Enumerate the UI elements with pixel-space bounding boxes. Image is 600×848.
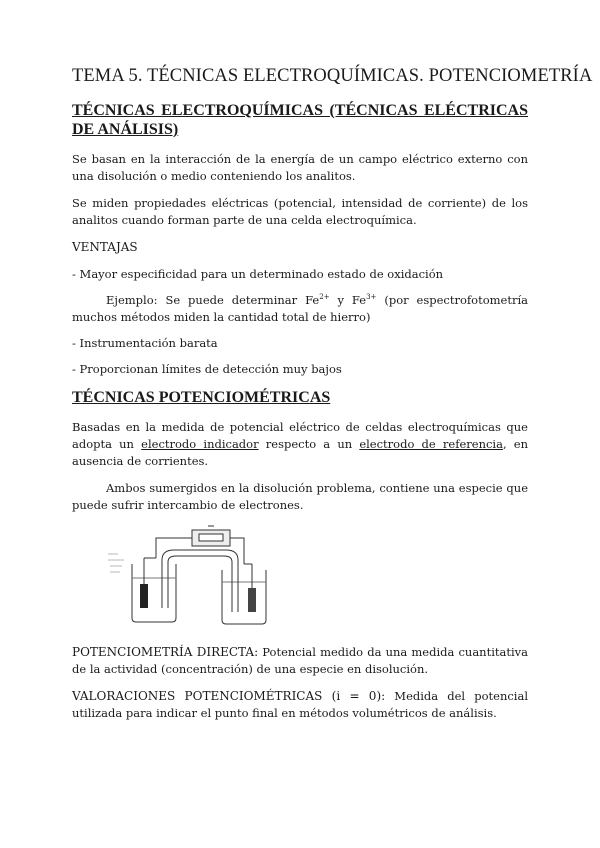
- example-text-end: (por espectrofotometría muchos métodos miden la cantidad total de hierro): [72, 293, 528, 324]
- directa-text: Potencial medido da una medida cuantitativa de la actividad (concentración) de una especie en disolución.: [72, 645, 529, 676]
- section-heading-potenciometricas: TÉCNICAS POTENCIOMÉTRICAS: [72, 389, 331, 406]
- paragraph-electrodos: [72, 419, 528, 470]
- electrodo-referencia-term: electrodo de referencia: [359, 437, 503, 451]
- ventajas-label: VENTAJAS: [72, 240, 138, 254]
- fe3-charge: 3+: [366, 293, 377, 301]
- section-heading-electroquimicas: TÉCNICAS ELECTROQUÍMICAS (TÉCNICAS ELÉCTRICAS DE ANÁLISIS): [72, 102, 528, 138]
- electrodos-text-start: Basadas en la medida de potencial eléctrico de celdas electroquímicas que adopta un: [72, 420, 528, 451]
- example-hierro: [72, 292, 528, 326]
- paragraph-disolucion-problema: Ambos sumergidos en la disolución problema, contiene una especie que puede sufrir intercambio de electrones.: [72, 481, 528, 512]
- electrodo-indicador-term: electrodo indicador: [141, 437, 259, 451]
- ventaja-limites-deteccion: - Proporcionan límites de detección muy bajos: [72, 362, 342, 376]
- example-text-start: Ejemplo: Se puede determinar Fe: [106, 293, 320, 307]
- valoraciones-text: Medida del potencial utilizada para indicar el punto final en métodos volumétricos de análisis.: [72, 689, 528, 720]
- document-title: TEMA 5. TÉCNICAS ELECTROQUÍMICAS. POTENCIOMETRÍA: [72, 66, 593, 86]
- electrodos-text-end: , en ausencia de corrientes.: [72, 437, 528, 468]
- electrodos-text-mid: respecto a un: [258, 437, 360, 451]
- paragraph-valoraciones: [72, 688, 528, 722]
- ventaja-instrumentacion: - Instrumentación barata: [72, 336, 218, 350]
- electrochemical-cell-drawing: [104, 524, 304, 632]
- directa-label: POTENCIOMETRÍA DIRECTA:: [72, 645, 259, 659]
- paragraph-potenciometria-directa: [72, 644, 528, 678]
- example-text-mid: y Fe: [329, 293, 367, 307]
- document-page: [72, 66, 593, 732]
- ventaja-especificidad: - Mayor especificidad para un determinado estado de oxidación: [72, 267, 444, 281]
- electrochemical-cell-diagram: [104, 524, 304, 632]
- paragraph-propiedades-electricas: Se miden propiedades eléctricas (potencial, intensidad de corriente) de los analitos cuando forman parte de una celda electroquímica.: [72, 196, 528, 227]
- fe2-charge: 2+: [319, 293, 330, 301]
- paragraph-campo-electrico: Se basan en la interacción de la energía de un campo eléctrico externo con una disolución o medio conteniendo los analitos.: [72, 152, 528, 183]
- valoraciones-label: VALORACIONES POTENCIOMÉTRICAS (i = 0):: [72, 689, 386, 703]
